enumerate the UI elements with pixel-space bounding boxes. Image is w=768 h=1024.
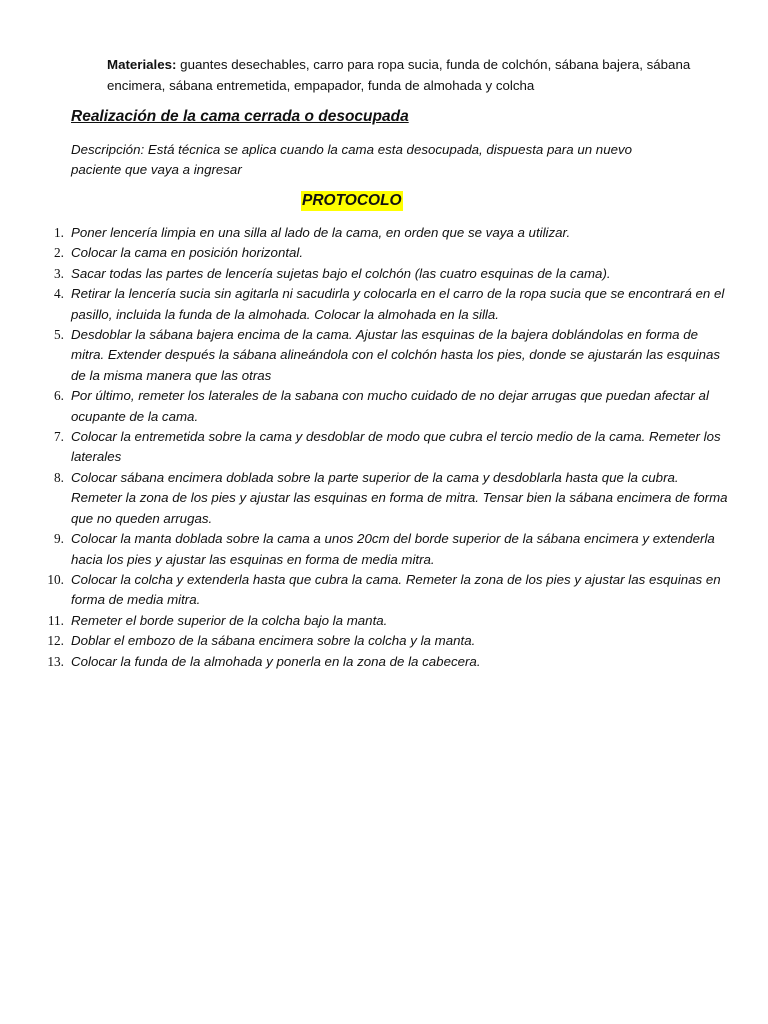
step-number: 11. bbox=[47, 612, 64, 628]
step-text: Colocar la cama en posición horizontal. bbox=[71, 245, 304, 261]
list-item bbox=[0, 611, 768, 631]
section-title: Realización de la cama cerrada o desocupada bbox=[71, 108, 409, 125]
step-text: Sacar todas las partes de lencería sujetas bajo el colchón (las cuatro esquinas de la cama). bbox=[71, 265, 611, 281]
step-text: Poner lencería limpia en una silla al lado de la cama, en orden que se vaya a utilizar. bbox=[71, 225, 571, 240]
list-item bbox=[0, 570, 768, 611]
step-number: 5. bbox=[54, 327, 64, 343]
step-number: 13. bbox=[47, 653, 64, 669]
step-text: Colocar la entremetida sobre la cama y desdoblar de modo que cubra el tercio medio de la cama. Remeter los laterales bbox=[71, 429, 721, 465]
list-item bbox=[0, 652, 768, 672]
list-item bbox=[0, 468, 768, 529]
step-number: 8. bbox=[54, 469, 64, 485]
list-item bbox=[0, 243, 768, 263]
step-number: 2. bbox=[54, 245, 64, 261]
step-text: Colocar la manta doblada sobre la cama a unos 20cm del borde superior de la sábana encimera y extenderla hacia los pies y ajustar las esquinas en forma de media mitra. bbox=[71, 531, 715, 567]
list-item bbox=[0, 529, 768, 570]
step-number: 12. bbox=[47, 633, 64, 649]
step-text: Colocar la colcha y extenderla hasta que cubra la cama. Remeter la zona de los pies y ajustar las esquinas en forma de media mitra. bbox=[71, 571, 721, 608]
step-text: Por último, remeter los laterales de la sabana con mucho cuidado de no dejar arrugas que puedan afectar al ocupante de la cama. bbox=[71, 388, 709, 424]
step-text: Remeter el borde superior de la colcha bajo la manta. bbox=[71, 612, 388, 628]
step-number: 6. bbox=[54, 388, 64, 404]
step-text: Desdoblar la sábana bajera encima de la cama. Ajustar las esquinas de la bajera doblándolas en forma de mitra. Extender después la sábana alineándola con el colchón hasta los pies, donde se ajustarán las esquinas de la misma manera que las otras bbox=[71, 327, 721, 383]
step-text: Retirar la lencería sucia sin agitarla ni sacudirla y colocarla en el carro de la ropa sucia que se encontrará en el pasillo, incluida la funda de la almohada. Colocar la almohada en la silla. bbox=[71, 286, 725, 322]
step-text: Colocar sábana encimera doblada sobre la parte superior de la cama y desdoblarla hasta que la cubra. Remeter la zona de los pies y ajustar las esquinas en forma de mitra. Tensar bien la sábana encimera de forma que no queden arrugas. bbox=[71, 469, 728, 526]
protocol-heading: PROTOCOLO bbox=[302, 192, 402, 209]
step-number: 3. bbox=[54, 265, 64, 281]
list-item bbox=[0, 325, 768, 386]
step-number: 1. bbox=[54, 225, 64, 240]
protocol-steps-list bbox=[0, 223, 768, 672]
step-number: 9. bbox=[54, 531, 64, 547]
step-number: 7. bbox=[54, 429, 64, 445]
step-text: Doblar el embozo de la sábana encimera sobre la colcha y la manta. bbox=[71, 633, 476, 649]
materials-label: Materiales: bbox=[107, 57, 177, 72]
description-paragraph: Descripción: Está técnica se aplica cuando la cama esta desocupada, dispuesta para un nuevo paciente que vaya a ingresar bbox=[71, 142, 633, 177]
list-item bbox=[0, 427, 768, 468]
materials-paragraph bbox=[107, 55, 697, 96]
list-item bbox=[0, 284, 768, 325]
list-item bbox=[0, 386, 768, 427]
list-item bbox=[0, 631, 768, 651]
step-number: 4. bbox=[54, 286, 64, 302]
list-item bbox=[0, 223, 768, 243]
materials-text: guantes desechables, carro para ropa sucia, funda de colchón, sábana bajera, sábana encimera, sábana entremetida, empapador, funda de almohada y colcha bbox=[107, 57, 691, 93]
step-number: 10. bbox=[47, 571, 64, 587]
list-item bbox=[0, 264, 768, 284]
step-text: Colocar la funda de la almohada y ponerla en la zona de la cabecera. bbox=[71, 653, 481, 669]
